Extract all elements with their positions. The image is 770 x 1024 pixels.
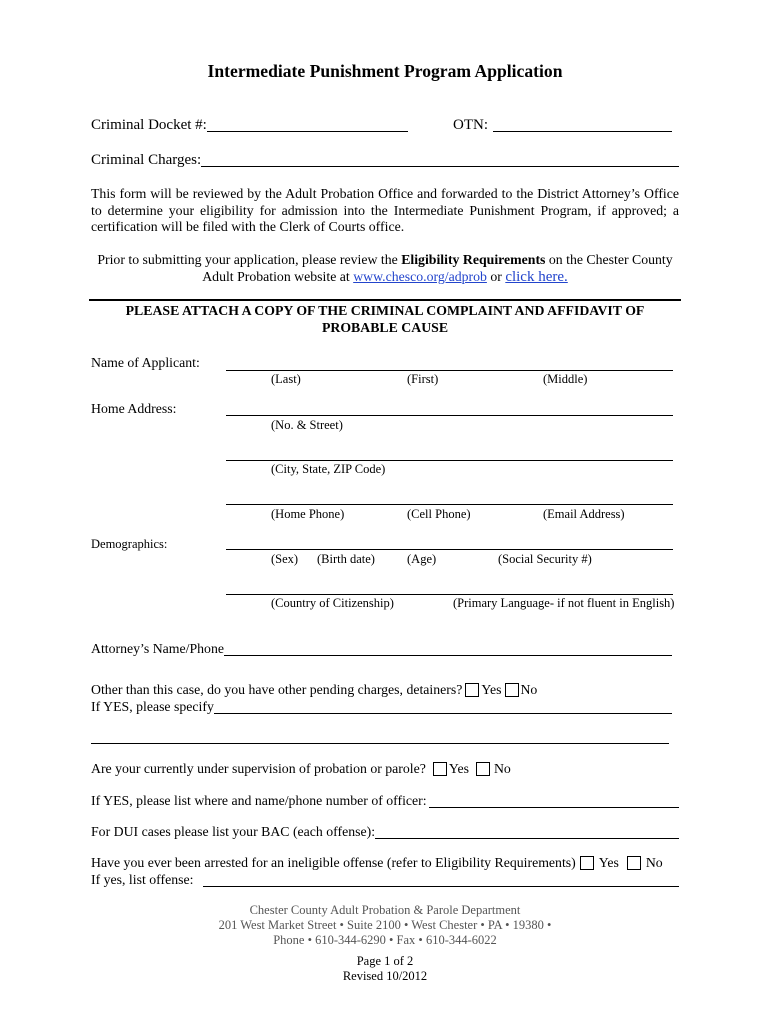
supervision-yes-checkbox[interactable] [433, 762, 447, 776]
criminal-docket-label: Criminal Docket #: [91, 117, 207, 133]
dui-row [91, 824, 679, 841]
eligibility-notice-text: Prior to submitting your application, please review the [97, 252, 402, 267]
pending-yes-checkbox[interactable] [465, 683, 479, 697]
email-address-hint: (Email Address) [543, 507, 625, 521]
home-address-label: Home Address: [91, 401, 177, 416]
pending-specify-field[interactable] [214, 703, 672, 714]
ineligible-offense-text: Have you ever been arrested for an ineligible offense (refer to Eligibility Requirements) [91, 855, 576, 870]
intro-paragraph-line: certification will be filed with the Clerk of Courts office. [91, 219, 405, 234]
pending-specify-row [91, 699, 672, 716]
footer-address: 201 West Market Street • Suite 2100 • West Chester • PA • 19380 • [218, 918, 552, 932]
section-divider [89, 299, 681, 301]
supervision-no-checkbox[interactable] [476, 762, 490, 776]
footer-department: Chester County Adult Probation & Parole Department [249, 903, 521, 917]
street-hint: (No. & Street) [271, 418, 343, 432]
age-hint: (Age) [407, 552, 437, 566]
first-name-hint: (First) [407, 372, 439, 386]
form-title: Intermediate Punishment Program Application [207, 61, 563, 81]
attorney-row [91, 641, 672, 658]
ineligible-no-checkbox[interactable] [627, 856, 641, 870]
dui-bac-field[interactable] [375, 828, 679, 839]
pending-charges-text: Other than this case, do you have other pending charges, detainers? [91, 682, 463, 697]
street-address-field[interactable] [226, 415, 673, 416]
page-number: Page 1 of 2 [356, 954, 414, 968]
ineligible-no-label: No [645, 855, 663, 870]
ineligible-yes-checkbox[interactable] [580, 856, 594, 870]
contact-phone-email-field[interactable] [226, 504, 673, 505]
pending-yes-label: Yes [481, 682, 502, 697]
otn-row [453, 116, 672, 134]
offense-row [91, 872, 679, 889]
eligibility-requirements-text: Eligibility Requirements [401, 252, 546, 267]
eligibility-notice [91, 251, 679, 286]
officer-field[interactable] [429, 797, 679, 808]
supervision-text: Are your currently under supervision of probation or parole? [91, 761, 426, 776]
city-state-zip-hint: (City, State, ZIP Code) [271, 462, 386, 476]
citizenship-hint: (Country of Citizenship) [271, 596, 394, 610]
last-name-hint: (Last) [271, 372, 301, 386]
pending-no-label: No [520, 682, 538, 697]
criminal-docket-row [91, 116, 408, 134]
ineligible-offense-question [91, 855, 663, 872]
pending-specify-label: If YES, please specify [91, 699, 214, 714]
criminal-charges-field[interactable] [201, 156, 679, 167]
attach-notice: PLEASE ATTACH A COPY OF THE CRIMINAL COMPLAINT AND AFFIDAVIT OF PROBABLE CAUSE [125, 303, 645, 335]
sex-hint: (Sex) [271, 552, 299, 566]
attorney-label: Attorney’s Name/Phone [91, 641, 224, 656]
supervision-yes-label: Yes [448, 761, 469, 776]
city-state-zip-field[interactable] [226, 460, 673, 461]
demographics-label: Demographics: [91, 537, 168, 551]
officer-row [91, 793, 679, 810]
birth-date-hint: (Birth date) [317, 552, 375, 566]
otn-field[interactable] [493, 121, 672, 132]
officer-label: If YES, please list where and name/phone number of officer: [91, 793, 427, 808]
attorney-field[interactable] [224, 645, 672, 656]
applicant-name-label: Name of Applicant: [91, 355, 200, 370]
citizenship-language-field[interactable] [226, 594, 673, 595]
middle-name-hint: (Middle) [543, 372, 588, 386]
supervision-question [91, 761, 511, 778]
primary-language-hint: (Primary Language- if not fluent in English) [453, 596, 675, 610]
criminal-charges-label: Criminal Charges: [91, 152, 202, 168]
otn-label: OTN: [453, 117, 488, 133]
website-link[interactable]: www.chesco.org/adprob [353, 269, 487, 284]
demographics-field[interactable] [226, 549, 673, 550]
footer-contact: Phone • 610-344-6290 • Fax • 610-344-6022 [273, 933, 497, 947]
intro-paragraph-line: to determine your eligibility for admission into the Intermediate Punishment Program, if approved; a [91, 202, 679, 218]
offense-field[interactable] [203, 876, 679, 887]
ineligible-yes-label: Yes [598, 855, 619, 870]
home-phone-hint: (Home Phone) [271, 507, 345, 521]
eligibility-notice-text: or [486, 269, 506, 284]
click-here-link[interactable]: click here. [505, 269, 568, 285]
criminal-docket-field[interactable] [207, 121, 408, 132]
social-security-hint: (Social Security #) [498, 552, 592, 566]
criminal-charges-row [91, 151, 679, 169]
revision-date: Revised 10/2012 [342, 969, 428, 983]
supervision-no-label: No [493, 761, 511, 776]
applicant-name-field[interactable] [226, 370, 673, 371]
eligibility-notice-text: on the Chester County Adult Probation website at [202, 252, 673, 284]
cell-phone-hint: (Cell Phone) [407, 507, 471, 521]
intro-paragraph-line: This form will be reviewed by the Adult Probation Office and forwarded to the District Attorney’s Office [91, 186, 679, 201]
pending-no-checkbox[interactable] [505, 683, 519, 697]
pending-specify-field-continued[interactable] [91, 743, 669, 744]
pending-charges-question [91, 682, 537, 699]
offense-label: If yes, list offense: [91, 872, 194, 887]
dui-label: For DUI cases please list your BAC (each offense): [91, 824, 376, 839]
